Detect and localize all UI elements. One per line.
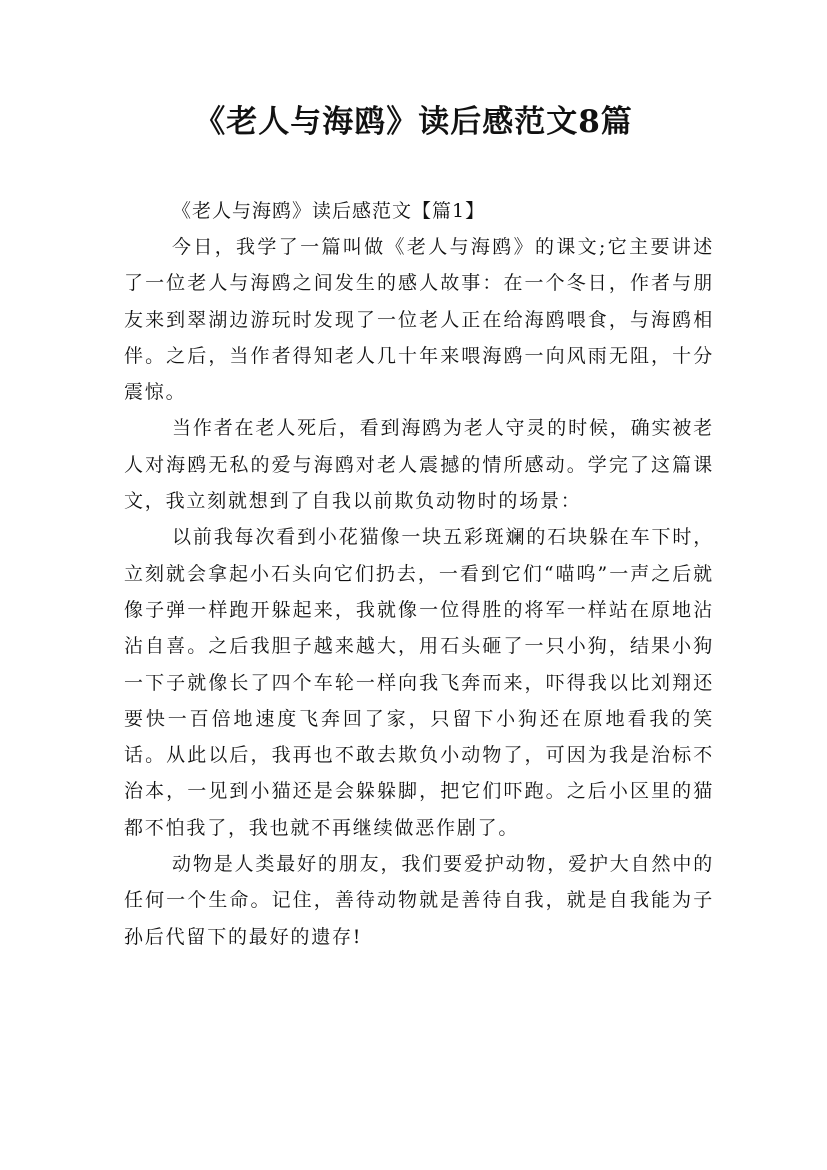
section-heading: 《老人与海鸥》读后感范文【篇1】 <box>172 200 486 222</box>
document-body <box>124 193 714 955</box>
paragraph-4: 动物是人类最好的朋友，我们要爱护动物，爱护大自然中的任何一个生命。记住，善待动物就是善待自我，就是自我能为子孙后代留下的最好的遗存! <box>124 853 714 948</box>
paragraph-2: 当作者在老人死后，看到海鸥为老人守灵的时候，确实被老人对海鸥无私的爱与海鸥对老人震撼的情所感动。学完了这篇课文，我立刻就想到了自我以前欺负动物时的场景： <box>124 417 714 513</box>
document-title: 《老人与海鸥》读后感范文8篇 <box>194 104 633 140</box>
paragraph-3: 以前我每次看到小花猫像一块五彩斑斓的石块躲在车下时，立刻就会拿起小石头向它们扔去，一看到它们“喵呜”一声之后就像子弹一样跑开躲起来，我就像一位得胜的将军一样站在原地沾沾自喜。之后我胆子越来越大，用石头砸了一只小狗，结果小狗一下子就像长了四个车轮一样向我飞奔而来，吓得我以比刘翔还要快一百倍地速度飞奔回了家，只留下小狗还在原地看我的笑话。从此以后，我再也不敢去欺负小动物了，可因为我是治标不治本，一见到小猫还是会躲躲脚，把它们吓跑。之后小区里的猫都不怕我了，我也就不再继续做恶作剧了。 <box>124 526 714 839</box>
paragraph-1: 今日，我学了一篇叫做《老人与海鸥》的课文;它主要讲述了一位老人与海鸥之间发生的感人故事：在一个冬日，作者与朋友来到翠湖边游玩时发现了一位老人正在给海鸥喂食，与海鸥相伴。之后，当作者得知老人几十年来喂海鸥一向风雨无阻，十分震惊。 <box>124 236 714 404</box>
